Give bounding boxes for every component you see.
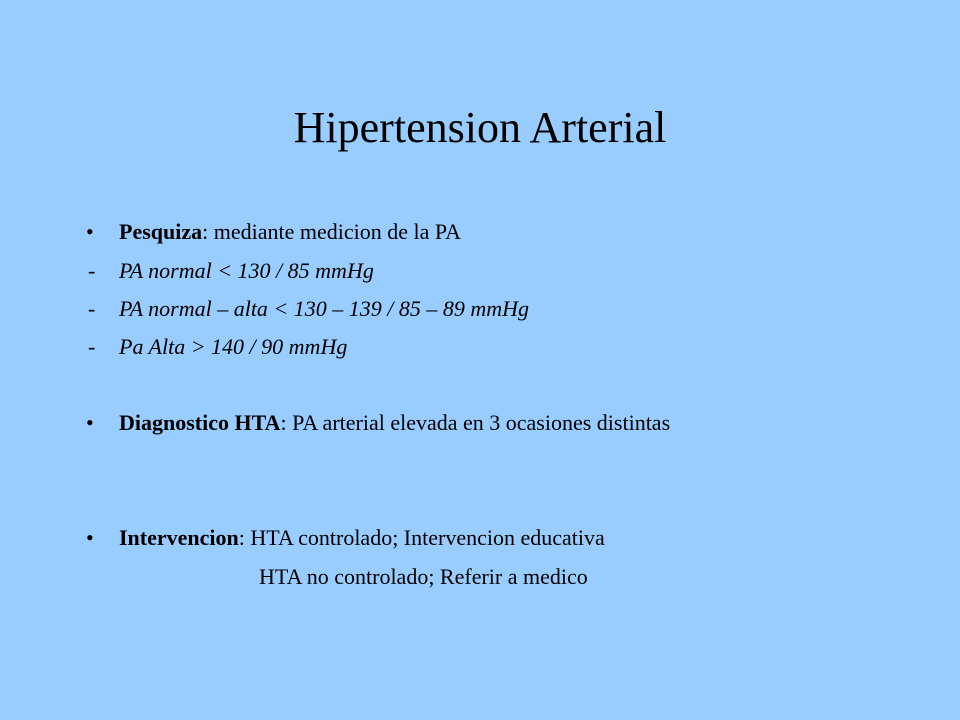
pa-alta-item: Pa Alta > 140 / 90 mmHg: [119, 334, 348, 359]
pesquiza-line: [119, 218, 461, 246]
pa-normal-item: PA normal < 130 / 85 mmHg: [119, 258, 374, 283]
pa-normal-alta-item: PA normal – alta < 130 – 139 / 85 – 89 mmHg: [119, 296, 530, 321]
intervencion-line: [119, 524, 605, 552]
diagnostico-text: : PA arterial elevada en 3 ocasiones distintas: [280, 410, 671, 435]
diagnostico-term: Diagnostico HTA: [119, 410, 281, 435]
pesquiza-text: : mediante medicion de la PA: [202, 219, 461, 244]
bullet-icon: •: [86, 410, 94, 435]
bullet-icon: •: [86, 525, 94, 550]
dash-icon: -: [88, 334, 96, 359]
intervencion-text: : HTA controlado; Intervencion educativa: [238, 525, 605, 550]
dash-icon: -: [88, 296, 96, 321]
intervencion-term: Intervencion: [119, 525, 239, 550]
dash-icon: -: [88, 258, 96, 283]
pesquiza-term: Pesquiza: [119, 219, 203, 244]
diagnostico-line: [119, 409, 670, 437]
slide-title: Hipertension Arterial: [293, 103, 667, 152]
intervencion-continuation: HTA no controlado; Referir a medico: [259, 564, 588, 589]
bullet-icon: •: [86, 219, 94, 244]
